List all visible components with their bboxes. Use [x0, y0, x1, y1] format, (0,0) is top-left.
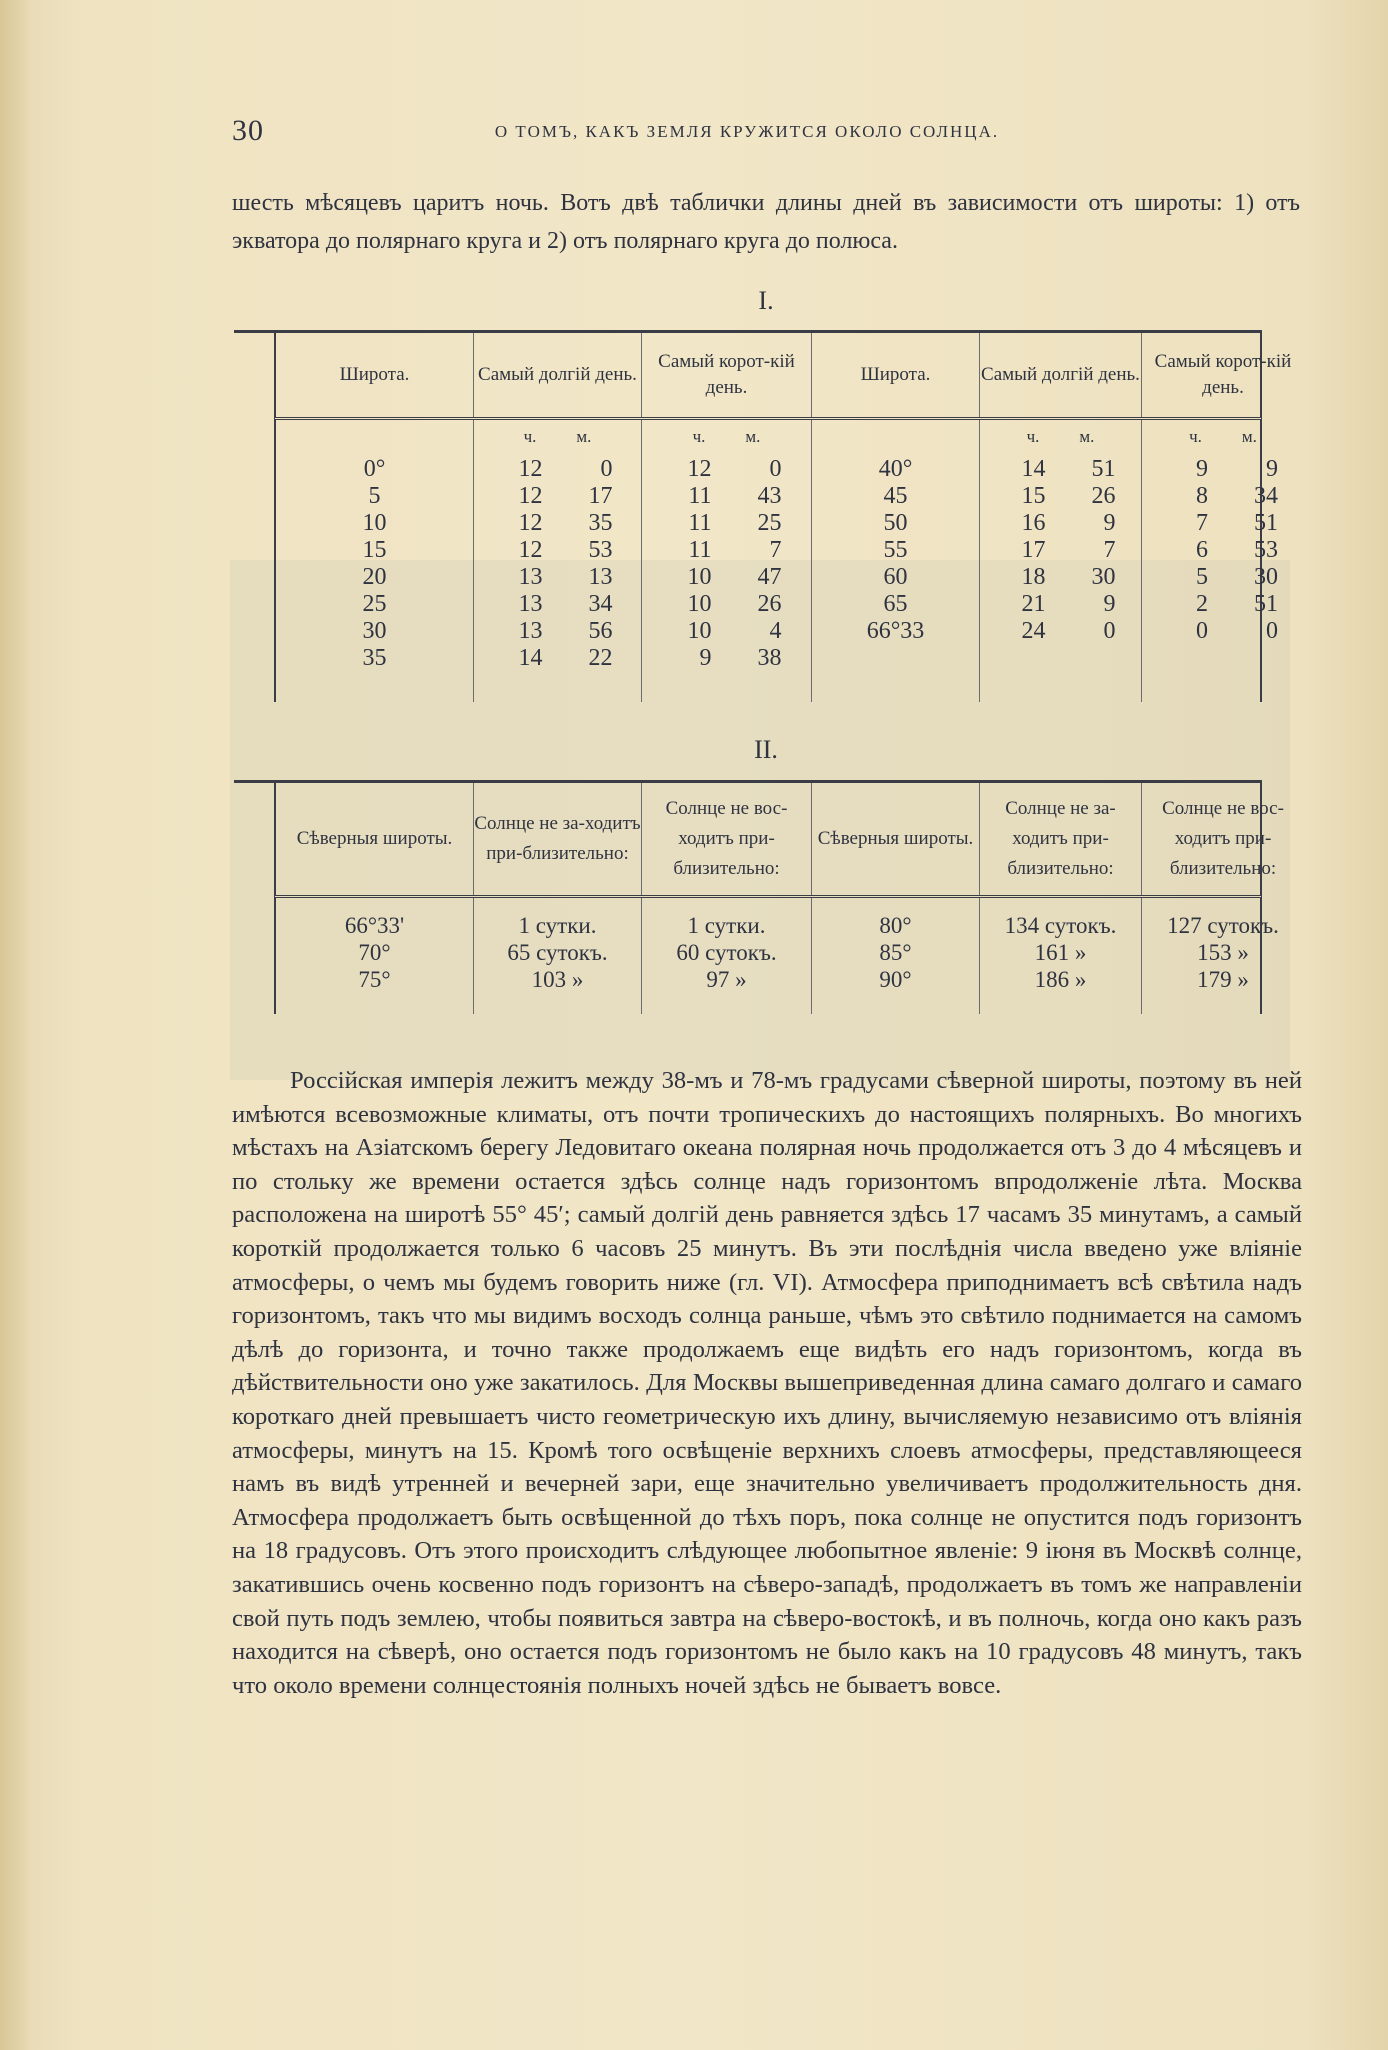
hours-value: 12: [518, 537, 543, 563]
running-title: О ТОМЪ, КАКЪ ЗЕМЛЯ КРУЖИТСЯ ОКОЛО СОЛНЦА.: [494, 122, 1000, 141]
longest-day-value: [503, 537, 613, 564]
unit-cell: [474, 420, 642, 454]
minutes-value: 22: [588, 645, 613, 671]
table2-header: Сѣверныя широты.: [276, 783, 474, 895]
minutes-value: 7: [1103, 537, 1116, 563]
table2-label: II.: [754, 735, 778, 764]
table1-header: Самый корот-кій день.: [1154, 351, 1292, 398]
longest-day-value: [503, 591, 613, 618]
latitude-value: 20: [362, 564, 387, 590]
hours-value: 12: [518, 510, 543, 536]
col-right-longest: [980, 454, 1142, 702]
table2-header: Солнце не вос-ходитъ при-близительно:: [642, 783, 812, 895]
hours-value: 0: [1196, 618, 1208, 644]
minutes-value: 30: [1091, 564, 1116, 590]
shortest-day-value: [672, 618, 782, 645]
latitude-value: 0°: [363, 456, 386, 482]
unit-hours: ч.: [1026, 427, 1040, 446]
minutes-value: 4: [769, 618, 782, 644]
table1-header: Самый корот-кій день.: [642, 333, 812, 417]
minutes-value: 9: [1266, 456, 1278, 482]
minutes-value: 0: [1266, 618, 1278, 644]
minutes-value: 17: [588, 483, 613, 509]
shortest-day-value: [1168, 456, 1278, 483]
table1-body: [274, 454, 1278, 702]
minutes-value: 56: [588, 618, 613, 644]
latitude-value: 75°: [358, 967, 391, 992]
table1-header: Самый долгій день.: [980, 333, 1142, 417]
col2-right-not-rise: [1142, 898, 1304, 1014]
hours-value: 7: [1196, 510, 1208, 536]
longest-day-value: [503, 645, 613, 672]
col-right-shortest: [1142, 454, 1304, 702]
page-number: 30: [232, 114, 264, 147]
not-set-value: 65 сутокъ.: [507, 940, 608, 965]
minutes-value: 0: [769, 456, 782, 482]
longest-day-value: [1006, 537, 1116, 564]
table2-header: Солнце не за-ходитъ при-близительно:: [474, 783, 642, 895]
col2-left-not-rise: [642, 898, 812, 1014]
hours-value: 24: [1021, 618, 1046, 644]
hours-value: 13: [518, 564, 543, 590]
shortest-day-value: [1168, 483, 1278, 510]
shortest-day-value: [672, 645, 782, 672]
shortest-day-value: [1168, 537, 1278, 564]
table1-unit-row: [274, 420, 1262, 454]
latitude-value: 60: [883, 564, 908, 590]
table1-label: I.: [758, 286, 774, 315]
minutes-value: 13: [588, 564, 613, 590]
longest-day-value: [503, 618, 613, 645]
table2-body: [274, 898, 1279, 1014]
not-rise-value: 127 сутокъ.: [1167, 913, 1279, 938]
unit-hours: ч.: [1189, 427, 1202, 446]
hours-value: 9: [1196, 456, 1208, 482]
not-set-value: 1 сутки.: [518, 913, 597, 938]
unit-minutes: м.: [1241, 427, 1257, 446]
col2-right-not-set: [980, 898, 1142, 1014]
shortest-day-value: [672, 537, 782, 564]
hours-value: 12: [518, 483, 543, 509]
latitude-value: 10: [362, 510, 387, 536]
minutes-value: 53: [1254, 537, 1278, 563]
minutes-value: 26: [757, 591, 782, 617]
longest-day-value: [1006, 456, 1116, 483]
hours-value: 11: [688, 537, 712, 563]
unit-cell: [642, 420, 812, 454]
unit-cell: [980, 420, 1142, 454]
hours-value: 14: [518, 645, 543, 671]
col2-left-not-set: [474, 898, 642, 1014]
hours-value: 14: [1021, 456, 1046, 482]
table1-header: Широта.: [812, 333, 980, 417]
minutes-value: 51: [1091, 456, 1116, 482]
latitude-value: 25: [362, 591, 387, 617]
minutes-value: 25: [757, 510, 782, 536]
body-text: [232, 1064, 1302, 1702]
hours-value: 2: [1196, 591, 1208, 617]
hours-value: 10: [687, 618, 712, 644]
unit-hours: ч.: [523, 427, 537, 446]
hours-value: 6: [1196, 537, 1208, 563]
latitude-value: 40°: [878, 456, 913, 482]
minutes-value: 51: [1254, 510, 1278, 536]
page-header: [232, 114, 1262, 154]
not-set-value: 186 »: [1034, 967, 1087, 992]
shortest-day-value: [1168, 564, 1278, 591]
hours-value: 11: [688, 510, 712, 536]
unit-blank: [812, 420, 980, 454]
not-set-value: 134 сутокъ.: [1004, 913, 1117, 938]
minutes-value: 51: [1254, 591, 1278, 617]
not-rise-value: 179 »: [1197, 967, 1249, 992]
hours-value: 11: [688, 483, 712, 509]
minutes-value: 34: [1254, 483, 1278, 509]
page-spine: [0, 0, 30, 2050]
body-paragraph: Россійская имперія лежитъ между 38-мъ и 78-мъ градусами сѣверной широты, поэтому въ ней имѣются всевозможные климаты, отъ почти тропическихъ до настоящихъ полярныхъ. Во многихъ мѣстахъ на Азіатскомъ берегу Ледовитаго океана полярная ночь продолжается отъ 3 до 4 мѣсяцевъ и по стольку же времени остается здѣсь солнце надъ горизонтомъ впродолженіе лѣта. Москва расположена на широтѣ 55° 45′; самый долгій день равняется здѣсь 17 часамъ 35 минутамъ, а самый короткій продолжается только 6 часовъ 25 минутъ. Въ эти послѣднія числа введено уже вліяніе атмосферы, о чемъ мы будемъ говорить ниже (гл. VI). Атмосфера приподнимаетъ всѣ свѣтила надъ горизонтомъ, такъ что мы видимъ восходъ солнца раньше, чѣмъ это свѣтило поднимается на самомъ дѣлѣ до горизонта, и точно также продолжаемъ еще видѣть его надъ горизонтомъ, когда въ дѣйствительности оно уже закатилось. Для Москвы вышеприведенная длина самаго долгаго и самаго короткаго дней превышаетъ чисто геометрическую ихъ длину, вычисляемую независимо отъ вліянія атмосферы, минутъ на 15. Кромѣ того освѣщеніе верхнихъ слоевъ атмосферы, представляющееся намъ въ видѣ утренней и вечерней зари, еще значительно увеличиваетъ продолжительность дня. Атмосфера продолжаетъ быть освѣщенной до тѣхъ поръ, пока солнце не опустится подъ горизонтъ на 18 градусовъ. Отъ этого происходитъ слѣдующее любопытное явленіе: 9 іюня въ Москвѣ солнце, закатившись очень косвенно подъ горизонтъ на сѣверо-западѣ, продолжаетъ въ томъ же направленіи свой путь подъ землею, чтобы появиться завтра на сѣверо-востокѣ, и въ полночь, когда оно какъ разъ находится на сѣверѣ, оно остается подъ горизонтомъ не было какъ на 10 градусовъ 48 минутъ, такъ что около времени солнцестоянія полныхъ ночей здѣсь не бываетъ вовсе.: [232, 1067, 1302, 1699]
longest-day-value: [1006, 564, 1116, 591]
not-rise-value: 153 »: [1197, 940, 1249, 965]
unit-hours: ч.: [692, 427, 706, 446]
minutes-value: 0: [1103, 618, 1116, 644]
hours-value: 16: [1021, 510, 1046, 536]
longest-day-value: [503, 564, 613, 591]
col2-left-latitude: [276, 898, 474, 1014]
longest-day-value: [1006, 510, 1116, 537]
col-left-longest: [474, 454, 642, 702]
minutes-value: 9: [1103, 510, 1116, 536]
hours-value: 17: [1021, 537, 1046, 563]
minutes-value: 43: [757, 483, 782, 509]
minutes-value: 35: [588, 510, 613, 536]
hours-value: 10: [687, 564, 712, 590]
hours-value: 12: [687, 456, 712, 482]
table1: [234, 330, 1292, 702]
latitude-value: 15: [362, 537, 387, 563]
table2-header-row: [274, 783, 1284, 898]
shortest-day-value: [1168, 591, 1278, 618]
minutes-value: 0: [600, 456, 613, 482]
table2-header: Солнце не вос-ходитъ при-близительно:: [1162, 798, 1284, 879]
hours-value: 13: [518, 618, 543, 644]
col-left-shortest: [642, 454, 812, 702]
longest-day-value: [503, 456, 613, 483]
shortest-day-value: [1168, 510, 1278, 537]
hours-value: 21: [1021, 591, 1046, 617]
latitude-value: 45: [883, 483, 908, 509]
latitude-value: 30: [362, 618, 387, 644]
minutes-value: 47: [757, 564, 782, 590]
not-rise-value: 60 сутокъ.: [676, 940, 777, 965]
latitude-value: 65: [883, 591, 908, 617]
unit-blank: [276, 420, 474, 454]
hours-value: 9: [699, 645, 712, 671]
hours-value: 12: [518, 456, 543, 482]
minutes-value: 53: [588, 537, 613, 563]
latitude-value: 5: [368, 483, 381, 509]
not-rise-value: 1 сутки.: [687, 913, 766, 938]
hours-value: 13: [518, 591, 543, 617]
table1-header: Широта.: [276, 333, 474, 417]
latitude-value: 90°: [879, 967, 912, 992]
hours-value: 10: [687, 591, 712, 617]
longest-day-value: [503, 510, 613, 537]
shortest-day-value: [672, 591, 782, 618]
minutes-value: 7: [769, 537, 782, 563]
table2-header: Солнце не за-ходитъ при-близительно:: [980, 783, 1142, 895]
minutes-value: 34: [588, 591, 613, 617]
minutes-value: 38: [757, 645, 782, 671]
latitude-value: 55: [883, 537, 908, 563]
minutes-value: 26: [1091, 483, 1116, 509]
unit-minutes: м.: [745, 427, 761, 446]
table2: [234, 780, 1284, 1014]
latitude-value: 80°: [879, 913, 912, 938]
not-set-value: 161 »: [1034, 940, 1087, 965]
longest-day-value: [1006, 591, 1116, 618]
shortest-day-value: [672, 564, 782, 591]
hours-value: 8: [1196, 483, 1208, 509]
shortest-day-value: [672, 510, 782, 537]
hours-value: 15: [1021, 483, 1046, 509]
hours-value: 18: [1021, 564, 1046, 590]
minutes-value: 9: [1103, 591, 1116, 617]
col-left-latitude: [276, 454, 474, 702]
hours-value: 5: [1196, 564, 1208, 590]
unit-cell: [1142, 420, 1304, 454]
table2-header: Сѣверныя широты.: [812, 783, 980, 895]
latitude-value: 70°: [358, 940, 391, 965]
minutes-value: 30: [1254, 564, 1278, 590]
col2-right-latitude: [812, 898, 980, 1014]
shortest-day-value: [672, 456, 782, 483]
shortest-day-value: [1168, 618, 1278, 645]
intro-paragraph: шесть мѣсяцевъ царитъ ночь. Вотъ двѣ таблички длины дней въ зависимости отъ широты: 1) отъ экватора до полярнаго круга и 2) отъ полярнаго круга до полюса.: [232, 190, 1300, 254]
latitude-value: 66°33: [866, 618, 925, 644]
longest-day-value: [1006, 483, 1116, 510]
latitude-value: 66°33': [344, 913, 405, 938]
not-rise-value: 97 »: [706, 967, 747, 992]
latitude-value: 50: [883, 510, 908, 536]
longest-day-value: [1006, 618, 1116, 645]
shortest-day-value: [672, 483, 782, 510]
latitude-value: 85°: [879, 940, 912, 965]
col-right-latitude: [812, 454, 980, 702]
longest-day-value: [503, 483, 613, 510]
unit-minutes: м.: [576, 427, 592, 446]
table1-header: Самый долгій день.: [474, 333, 642, 417]
not-set-value: 103 »: [531, 967, 584, 992]
unit-minutes: м.: [1079, 427, 1095, 446]
latitude-value: 35: [362, 645, 387, 671]
table1-header-row: [274, 333, 1292, 420]
